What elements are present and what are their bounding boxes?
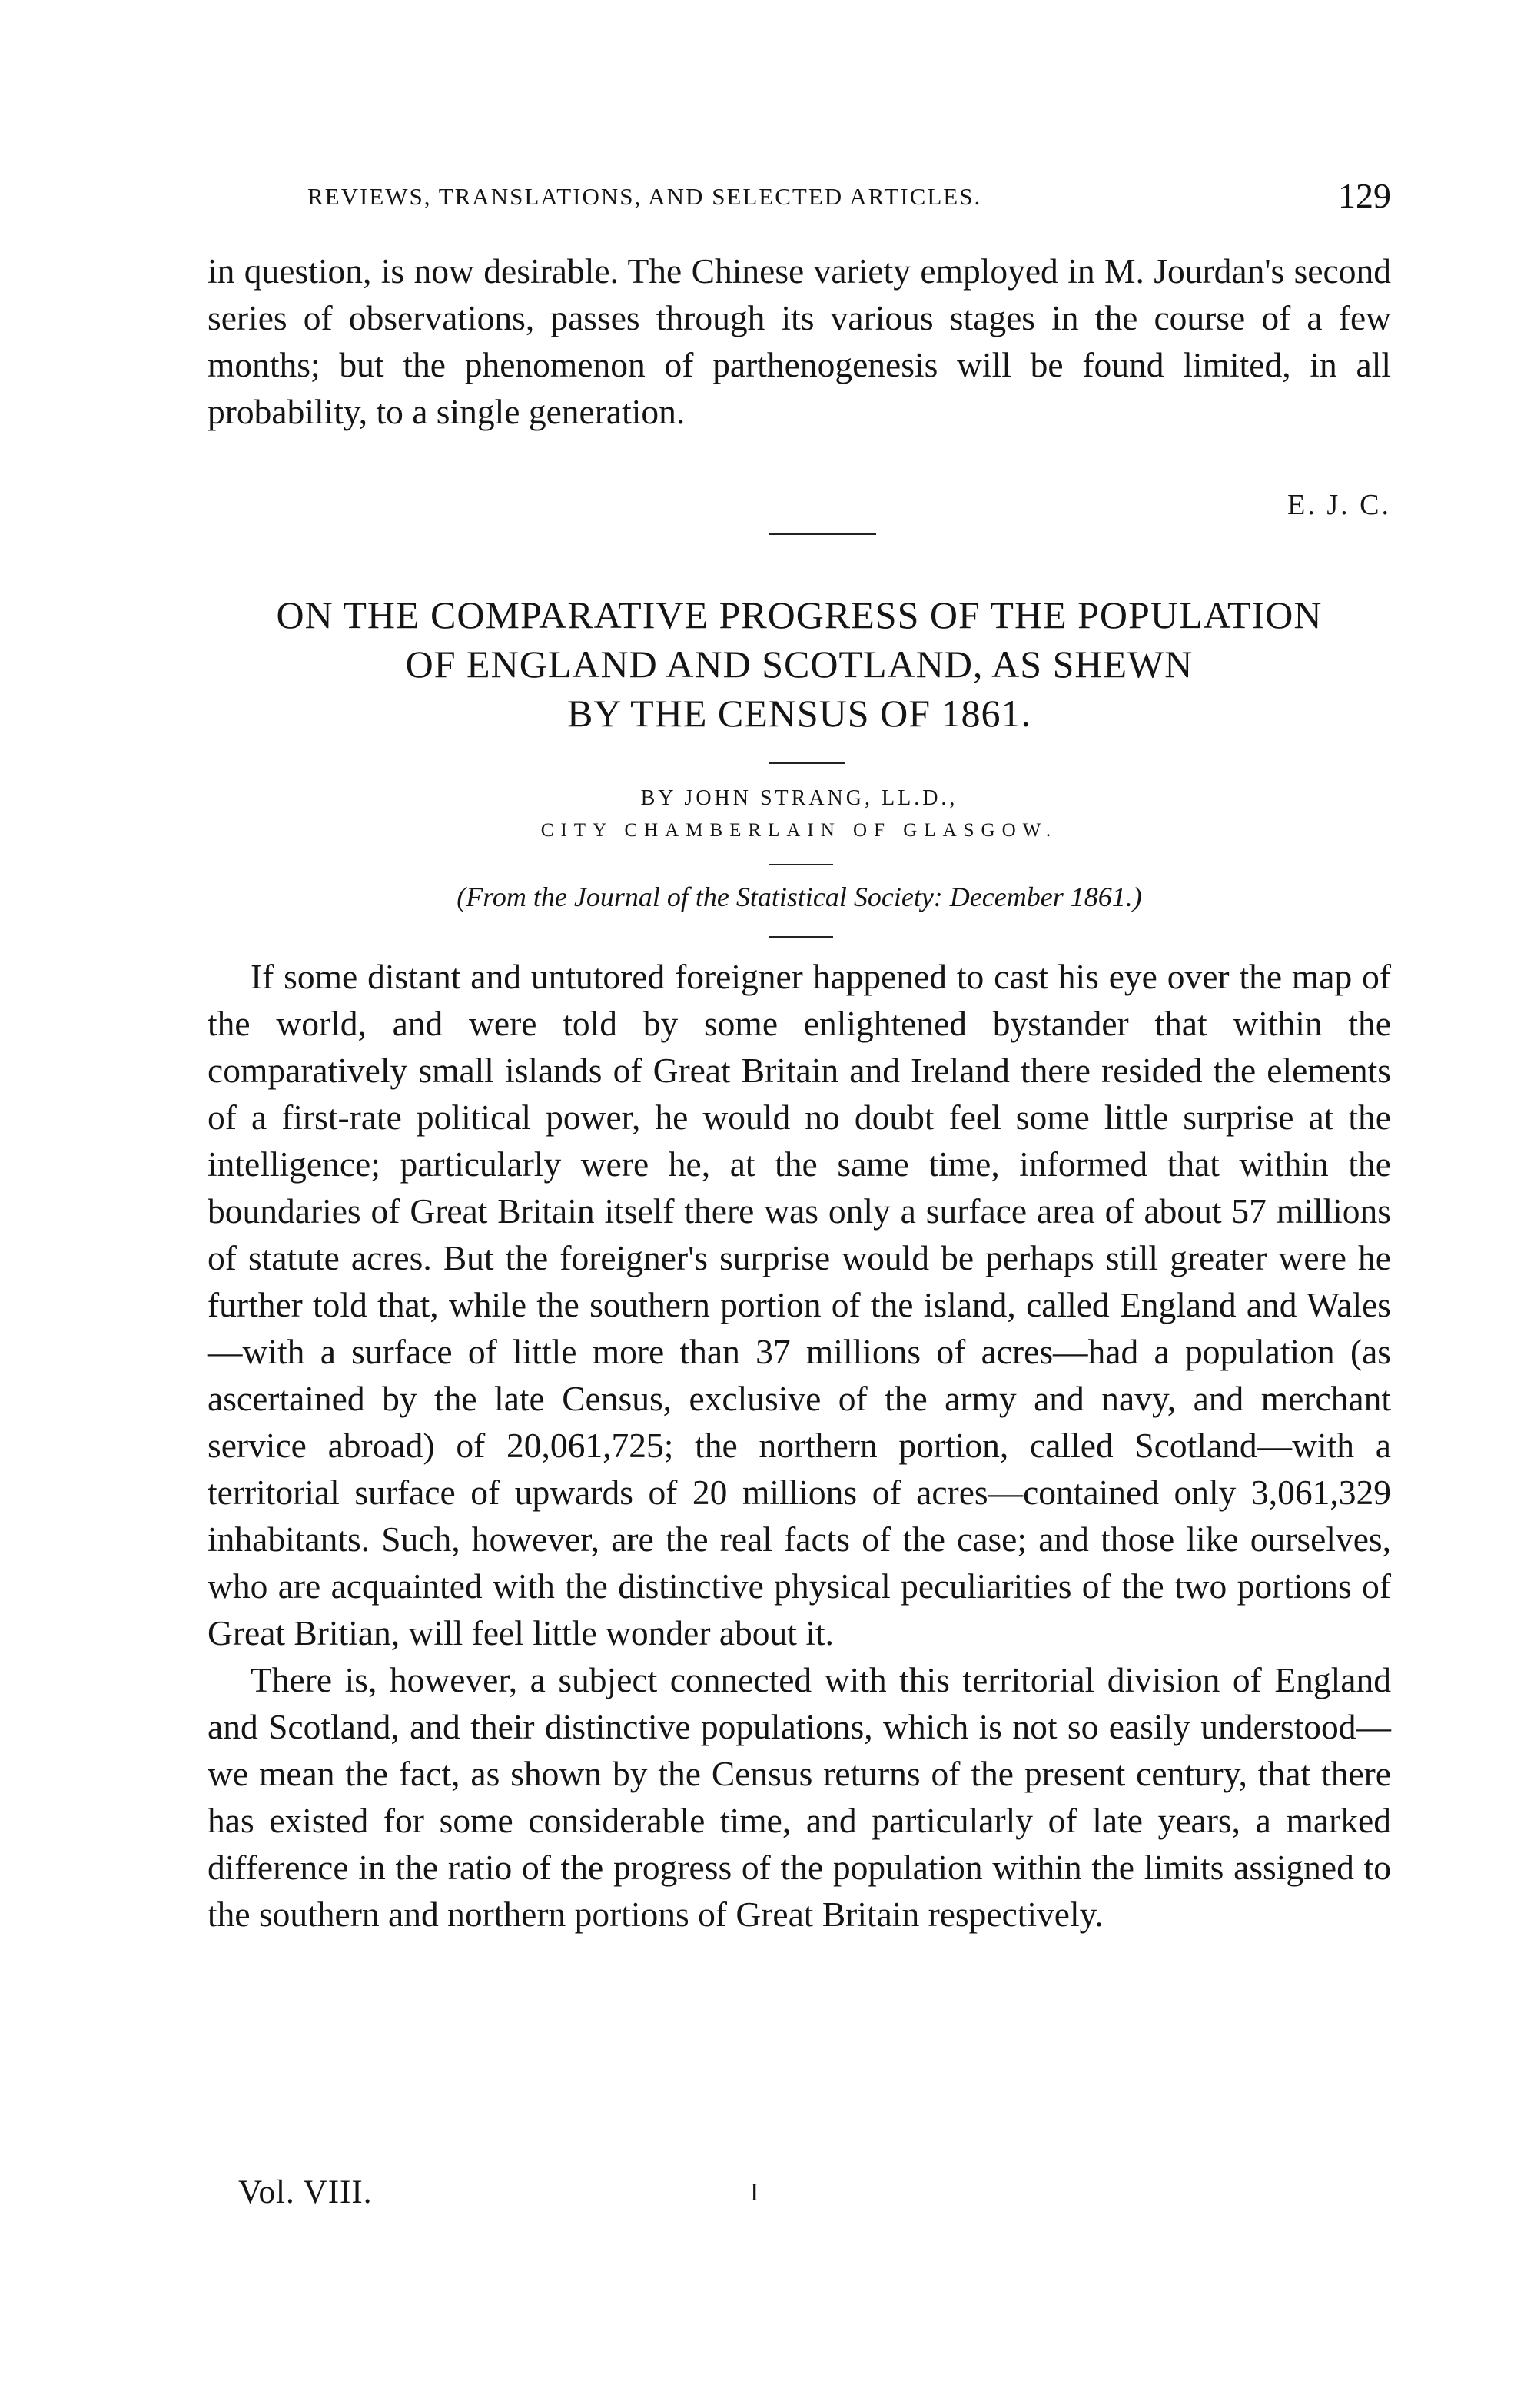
author-role: CITY CHAMBERLAIN OF GLASGOW. bbox=[540, 820, 1058, 841]
intro-signature: E. J. C. bbox=[1287, 489, 1391, 521]
byline-divider bbox=[769, 864, 833, 865]
signature-mark: I bbox=[750, 2178, 759, 2207]
article-paragraph-2: There is, however, a subject connected with this territorial division of England and Scotland, and their distinctive populations, which is not so easily understood—we mean the fact, as shown by the Census returns of the present century, that there has existed for some considerable time, and particularly of late years, a marked difference in the ratio of the progress of the population within the limits assigned to the southern and northern portions of Great Britain respectively. bbox=[208, 1660, 1391, 1934]
source-divider bbox=[769, 936, 833, 938]
article-byline bbox=[208, 782, 1391, 847]
running-header bbox=[307, 175, 1391, 237]
article-source: (From the Journal of the Statistical Society: December 1861.) bbox=[457, 882, 1142, 912]
article-title bbox=[192, 590, 1406, 738]
article-title-line-3: BY THE CENSUS OF 1861. bbox=[566, 692, 1032, 735]
section-divider bbox=[769, 533, 876, 535]
author-name: BY JOHN STRANG, LL.D., bbox=[640, 786, 958, 810]
page-number: 129 bbox=[1338, 176, 1391, 215]
article-title-line-1: ON THE COMPARATIVE PROGRESS OF THE POPULATION bbox=[276, 593, 1323, 636]
title-divider bbox=[769, 762, 845, 764]
article-title-line-2: OF ENGLAND AND SCOTLAND, AS SHEWN bbox=[405, 643, 1194, 686]
volume-label: Vol. VIII. bbox=[238, 2174, 373, 2210]
running-title: REVIEWS, TRANSLATIONS, AND SELECTED ARTICLES. bbox=[307, 183, 982, 210]
page-footer bbox=[238, 2174, 1160, 2227]
article-paragraph-1: If some distant and untutored foreigner happened to cast his eye over the map of the world, and were told by some enlightened bystander that within the comparatively small islands of Great Britain and Ireland there resided the elements of a first-rate political power, he would no doubt feel some little surprise at the intelligence; particularly were he, at the same time, informed that within the boundaries of Great Britain itself there was only a surface area of about 57 millions of statute acres. But the foreigner's surprise would be perhaps still greater were he further told that, while the southern portion of the island, called England and Wales—with a surface of little more than 37 millions of acres—had a population (as ascertained by the late Census, exclusive of the army and navy, and merchant service abroad) of 20,061,725; the northern portion, called Scotland—with a territorial surface of upwards of 20 millions of acres—contained only 3,061,329 inhabitants. Such, however, are the real facts of the case; and those like ourselves, who are acquainted with the distinctive physical peculiarities of the two portions of Great Britian, will feel little wonder about it. bbox=[208, 957, 1391, 1652]
article-body bbox=[208, 953, 1391, 1938]
intro-paragraph: in question, is now desirable. The Chinese variety employed in M. Jourdan's second series of observations, passes through its various stages in the course of a few months; but the phenomenon of parthenogenesis will be found limited, in all probability, to a single generation. bbox=[208, 251, 1391, 431]
